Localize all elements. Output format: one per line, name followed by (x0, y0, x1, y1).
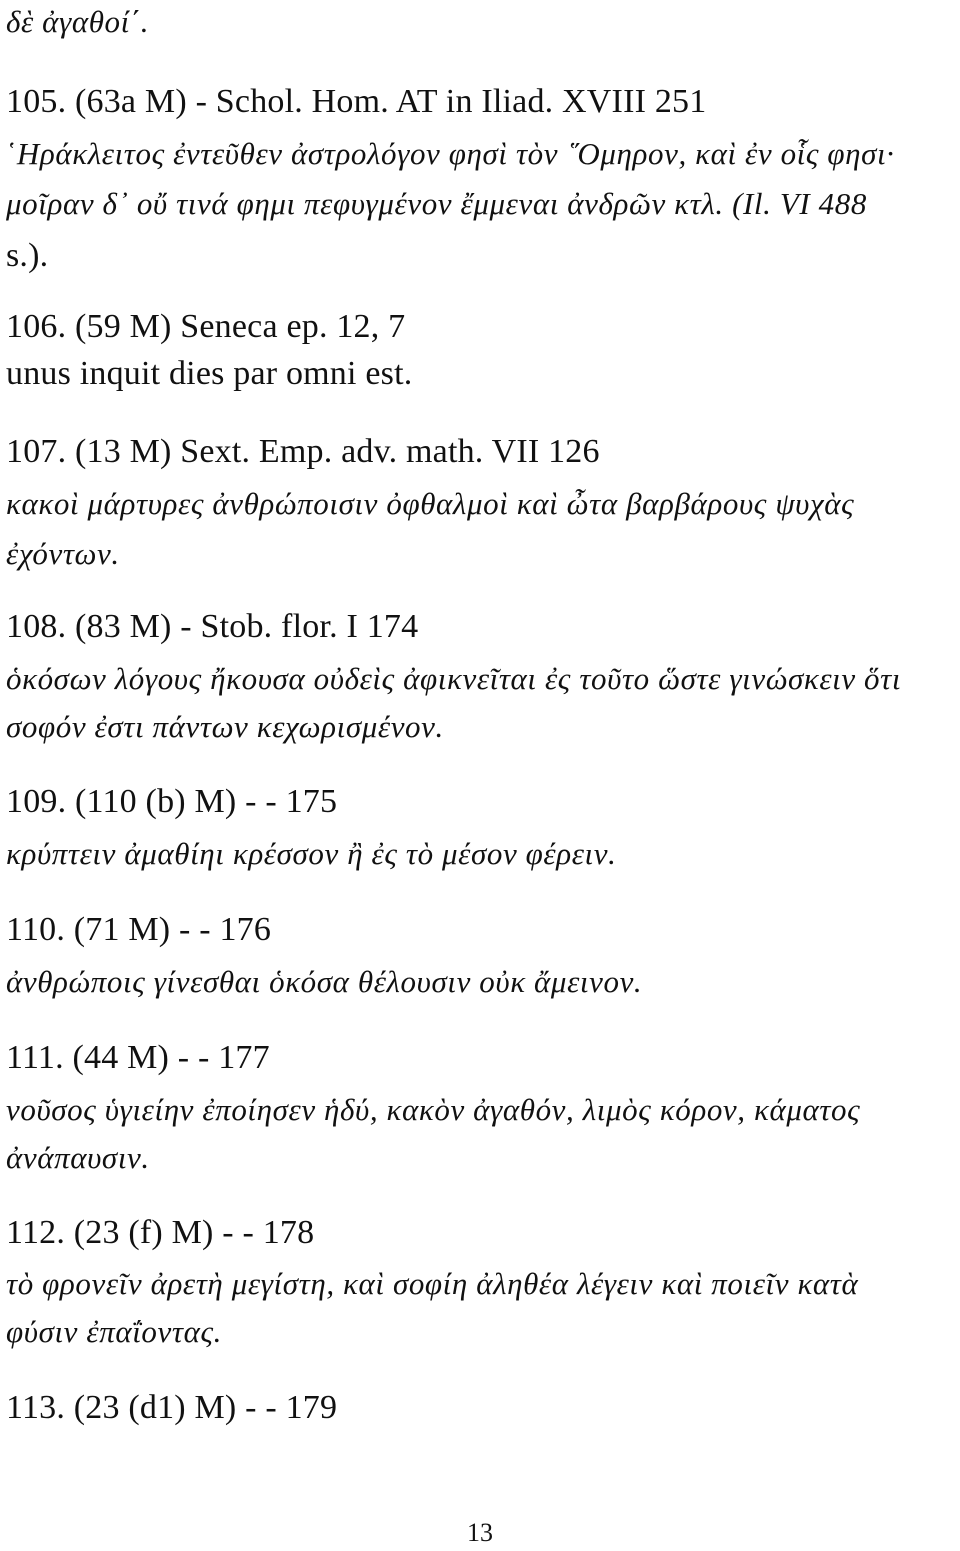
fragment-heading: 108. (83 M) - Stob. flor. I 174 (6, 608, 419, 645)
text-line: κακοὶ μάρτυρες ἀνθρώποισιν ὀφθαλμοὶ καὶ ὦτα βαρβάρους ψυχὰς (6, 486, 855, 521)
fragment-heading: 106. (59 M) Seneca ep. 12, 7 (6, 308, 406, 345)
fragment-heading: 113. (23 (d1) M) - - 179 (6, 1389, 338, 1426)
fragment-heading: 111. (44 M) - - 177 (6, 1039, 270, 1076)
text-line: δὲ ἀγαθοί΄. (6, 4, 150, 39)
text-line: φύσιν ἐπαΐοντας. (6, 1314, 222, 1349)
fragment-heading: 105. (63a M) - Schol. Hom. AT in Iliad. XVIII 251 (6, 83, 707, 120)
page-number: 13 (467, 1518, 493, 1547)
text-line: ἐχόντων. (6, 536, 120, 571)
text-line: ῾Ηράκλειτος ἐντεῦθεν ἀστρολόγον φησὶ τὸν ῞Ομηρον, καὶ ἐν οἷς φησι· (6, 136, 895, 171)
fragment-heading: 109. (110 (b) M) - - 175 (6, 783, 338, 820)
text-line: ἀνθρώποις γίνεσθαι ὁκόσα θέλουσιν οὐκ ἄμεινον. (6, 964, 643, 999)
fragment-heading: 110. (71 M) - - 176 (6, 911, 272, 948)
text-line: ἀνάπαυσιν. (6, 1140, 150, 1175)
text-line: τὸ φρονεῖν ἀρετὴ μεγίστη, καὶ σοφίη ἀληθέα λέγειν καὶ ποιεῖν κατὰ (6, 1266, 859, 1301)
text-line: s.). (6, 237, 49, 274)
text-line: ὁκόσων λόγους ἤκουσα οὐδεὶς ἀφικνεῖται ἐς τοῦτο ὥστε γινώσκειν ὅτι (6, 661, 902, 696)
text-line: σοφόν ἐστι πάντων κεχωρισμένον. (6, 709, 444, 744)
fragment-heading: 107. (13 M) Sext. Emp. adv. math. VII 126 (6, 433, 600, 470)
text-line: κρύπτειν ἀμαθίηι κρέσσον ἢ ἐς τὸ μέσον φέρειν. (6, 836, 617, 871)
text-line: νοῦσος ὑγιείην ἐποίησεν ἡδύ, κακὸν ἀγαθόν, λιμὸς κόρον, κάματος (6, 1092, 861, 1127)
text-line: μοῖραν δ᾽ οὔ τινά φημι πεφυγμένον ἔμμεναι ἀνδρῶν κτλ. (Il. VI 488 (6, 186, 867, 221)
text-line: unus inquit dies par omni est. (6, 355, 413, 392)
fragment-heading: 112. (23 (f) M) - - 178 (6, 1214, 315, 1251)
